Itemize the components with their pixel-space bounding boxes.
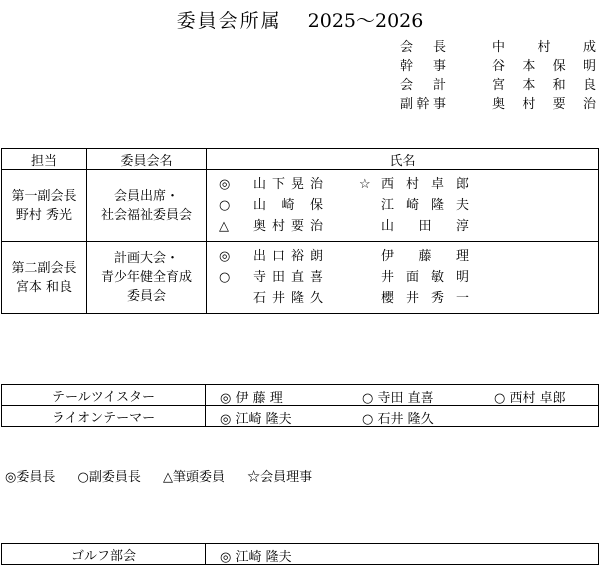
member-name: 奥村要治 <box>253 219 323 234</box>
lead-name: 宮本 和良 <box>15 279 73 295</box>
table-row <box>2 170 599 242</box>
member-name: 山崎保 <box>253 198 323 213</box>
role-mark: ◎ <box>219 249 231 264</box>
table-row <box>2 242 599 314</box>
officer-name: 奥村要治 <box>492 97 596 112</box>
member-line <box>219 174 598 195</box>
members-cell <box>207 170 599 242</box>
club-member: ◎ 伊 藤 理 <box>220 391 283 406</box>
club-name: テールツイスター <box>2 385 206 406</box>
golf-members <box>206 544 599 565</box>
club-member: ◎ 江崎 隆夫 <box>220 412 292 427</box>
club-name: ライオンテーマー <box>2 406 206 427</box>
member-line <box>219 288 598 309</box>
officer-row <box>400 55 600 74</box>
club-member: ○ 西村 卓郎 <box>494 391 566 406</box>
member-name: 伊藤理 <box>381 249 469 264</box>
lead-cell <box>2 170 87 242</box>
member-name: 石井隆久 <box>253 291 323 306</box>
member-line <box>219 246 598 267</box>
officer-role: 副幹事 <box>400 97 446 112</box>
officer-role: 幹事 <box>400 59 446 74</box>
club-members <box>206 406 599 427</box>
club-member: ○ 石井 隆久 <box>362 412 434 427</box>
role-mark: ○ <box>219 270 231 285</box>
committee-line: 計画大会・ <box>113 251 179 266</box>
role-mark: ○ <box>219 198 231 213</box>
member-name: 出口裕朗 <box>253 249 323 264</box>
golf-row <box>2 544 599 565</box>
member-name: 山下晃治 <box>253 177 323 192</box>
member-name: 江崎隆夫 <box>381 198 469 213</box>
officer-role: 会計 <box>400 78 446 93</box>
officers-list <box>400 36 600 112</box>
officer-row <box>400 93 600 112</box>
member-name: 櫻井秀一 <box>381 291 469 306</box>
member-line <box>219 267 598 288</box>
club-members <box>206 385 599 406</box>
title-year: 2025～2026 <box>307 10 424 32</box>
member-name: 寺田直喜 <box>253 270 323 285</box>
committee-cell <box>87 242 207 314</box>
club-row <box>2 385 599 406</box>
member-line <box>219 195 598 216</box>
members-cell <box>207 242 599 314</box>
legend <box>5 466 330 485</box>
member-line <box>219 216 598 237</box>
legend-item: ○副委員長 <box>77 470 141 485</box>
header-lead: 担当 <box>2 149 87 170</box>
legend-item: ◎委員長 <box>5 470 56 485</box>
officer-name: 宮本和良 <box>492 78 596 93</box>
role-mark: ◎ <box>219 177 231 192</box>
header-names: 氏名 <box>207 149 599 170</box>
committee-line: 会員出席・ <box>113 188 179 204</box>
golf-name: ゴルフ部会 <box>2 544 206 565</box>
header-committee: 委員会名 <box>87 149 207 170</box>
legend-item: ☆会員理事 <box>247 470 313 485</box>
officer-name: 中村成 <box>492 40 596 55</box>
committee-line: 社会福祉委員会 <box>100 207 192 223</box>
page-title <box>0 6 600 33</box>
lead-title: 第一副会長 <box>11 188 77 204</box>
table-header-row <box>2 149 599 170</box>
member-name: 西村卓郎 <box>381 177 469 192</box>
lead-cell <box>2 242 87 314</box>
club-member: ○ 寺田 直喜 <box>362 391 434 406</box>
committee-table <box>1 148 599 314</box>
golf-table <box>1 543 599 565</box>
legend-item: △筆頭委員 <box>162 470 225 485</box>
club-row <box>2 406 599 427</box>
member-name: 山田淳 <box>381 219 469 234</box>
golf-member: ◎ 江崎 隆夫 <box>220 550 292 565</box>
title-text: 委員会所属 <box>176 10 282 32</box>
committee-cell <box>87 170 207 242</box>
officer-role: 会長 <box>400 40 446 55</box>
member-name: 井面敏明 <box>381 270 469 285</box>
committee-line: 委員会 <box>126 289 166 304</box>
club-table <box>1 384 599 427</box>
officer-row <box>400 36 600 55</box>
officer-row <box>400 74 600 93</box>
officer-name: 谷本保明 <box>492 59 596 74</box>
lead-title: 第二副会長 <box>11 260 77 276</box>
role-mark: △ <box>219 219 229 234</box>
committee-line: 青少年健全育成 <box>100 270 192 285</box>
role-mark: ☆ <box>359 177 371 192</box>
lead-name: 野村 秀光 <box>15 207 73 223</box>
